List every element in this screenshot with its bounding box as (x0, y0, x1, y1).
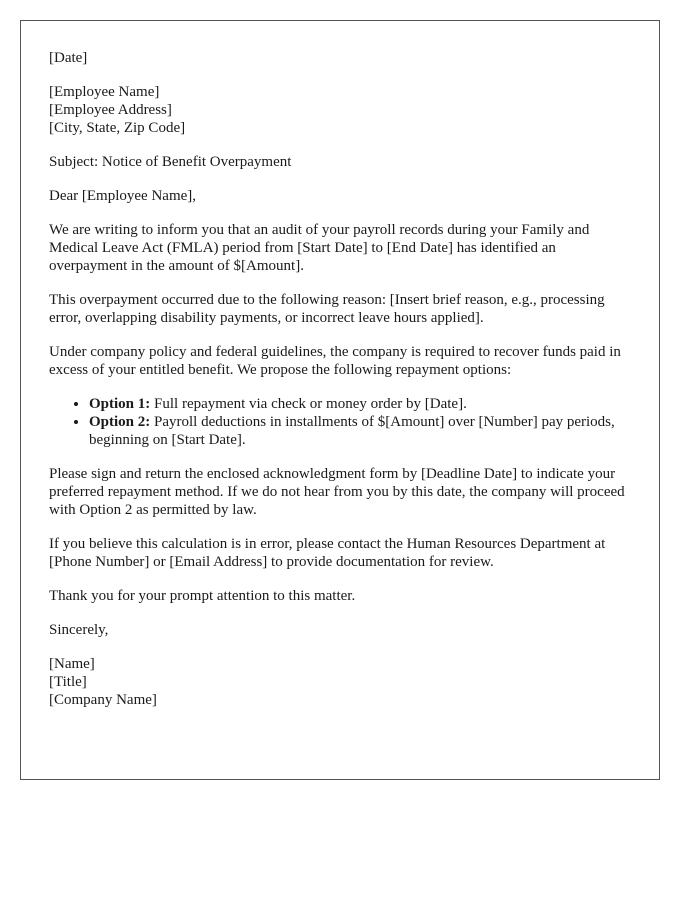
letter-salutation: Dear [Employee Name], (49, 188, 197, 204)
signature-name: [Name] (49, 656, 95, 672)
repayment-option-2 (89, 413, 631, 449)
signature-company: [Company Name] (49, 692, 157, 708)
recipient-city-state-zip: [City, State, Zip Code] (49, 120, 186, 136)
letter-date: [Date] (49, 50, 88, 66)
letter-subject: Subject: Notice of Benefit Overpayment (49, 154, 292, 170)
paragraph-acknowledgment: Please sign and return the enclosed acknowledgment form by [Deadline Date] to indicate your preferred repayment method. If we do not hear from you by this date, the company will proceed with Option 2 as permitted by law. (49, 466, 625, 518)
repayment-option-1 (89, 395, 631, 413)
letter-page (20, 20, 660, 780)
letter-sign-off: Sincerely, (49, 622, 109, 638)
signature-title: [Title] (49, 674, 87, 690)
repayment-options-list (49, 395, 631, 449)
option-text: Full repayment via check or money order by [Date]. (150, 396, 467, 412)
signature-block (49, 655, 631, 709)
paragraph-reason: This overpayment occurred due to the following reason: [Insert brief reason, e.g., processing error, overlapping disability payments, or incorrect leave hours applied]. (49, 292, 605, 326)
paragraph-thanks: Thank you for your prompt attention to this matter. (49, 588, 356, 604)
recipient-block (49, 83, 631, 137)
recipient-name: [Employee Name] (49, 84, 160, 100)
option-label: Option 2: (89, 414, 151, 430)
recipient-address: [Employee Address] (49, 102, 172, 118)
paragraph-contact: If you believe this calculation is in error, please contact the Human Resources Department at [Phone Number] or [Email Address] to provide documentation for review. (49, 536, 606, 570)
option-label: Option 1: (89, 396, 151, 412)
paragraph-audit: We are writing to inform you that an audit of your payroll records during your Family and Medical Leave Act (FMLA) period from [Start Date] to [End Date] has identified an overpayment in the amount of $[Amount]. (49, 222, 590, 274)
paragraph-policy: Under company policy and federal guidelines, the company is required to recover funds paid in excess of your entitled benefit. We propose the following repayment options: (49, 344, 621, 378)
option-text: Payroll deductions in installments of $[Amount] over [Number] pay periods, beginning on [Start Date]. (89, 414, 615, 448)
